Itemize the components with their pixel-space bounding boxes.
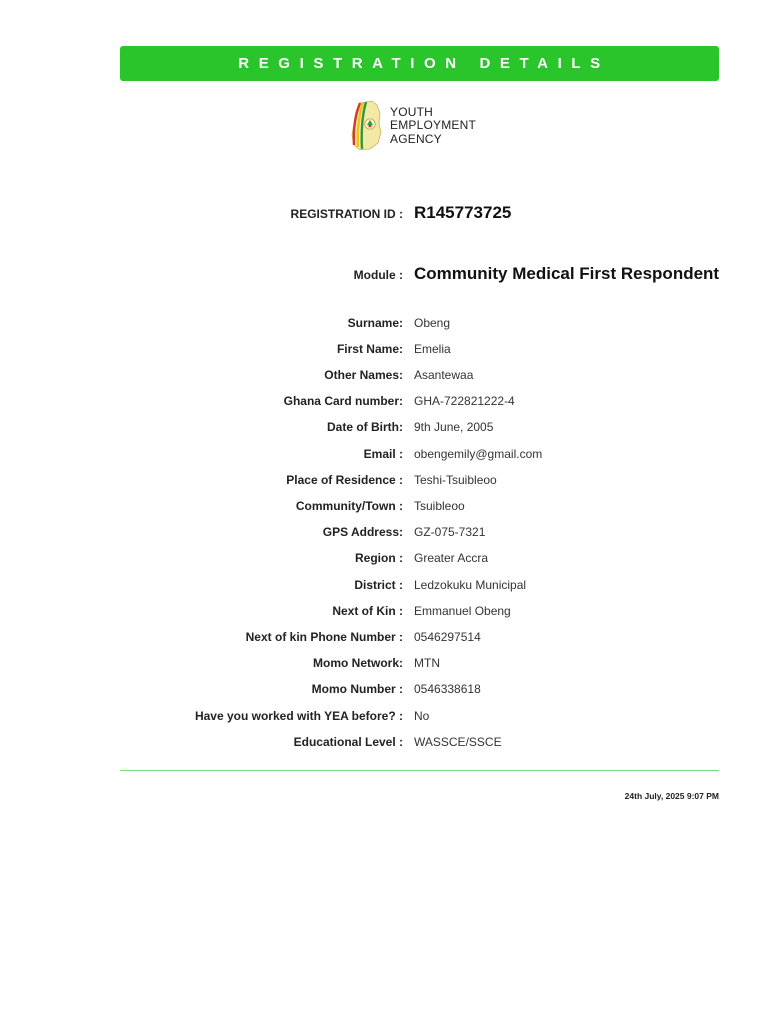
field-label: Next of kin Phone Number : (245, 630, 403, 644)
page-title: REGISTRATION DETAILS (238, 55, 610, 72)
field-row-worked-with-yea (0, 709, 768, 723)
field-row-other-names (0, 368, 768, 382)
agency-name-line-1: YOUTH (390, 104, 433, 119)
field-row-region (0, 551, 768, 565)
field-row-date-of-birth (0, 420, 768, 434)
field-label: Next of Kin : (332, 604, 403, 618)
agency-name-line-3: AGENCY (390, 131, 442, 146)
footer-divider (120, 770, 719, 771)
yea-logo (350, 99, 476, 153)
module-value: Community Medical First Respondent (414, 264, 720, 283)
field-row-next-of-kin-phone (0, 630, 768, 644)
field-value: 0546297514 (414, 630, 481, 644)
field-label: Momo Network: (313, 656, 403, 670)
registration-id-label: REGISTRATION ID : (290, 207, 403, 221)
field-value: Teshi-Tsuibleoo (414, 473, 497, 487)
header-banner (120, 46, 719, 81)
field-value: GHA-722821222-4 (414, 394, 515, 408)
field-value: MTN (414, 656, 440, 670)
field-label: Email : (363, 447, 403, 461)
field-value: Emmanuel Obeng (414, 604, 511, 618)
field-row-district (0, 578, 768, 592)
field-label: Other Names: (324, 368, 403, 382)
registration-id-row (0, 203, 768, 223)
field-label: Ghana Card number: (283, 394, 403, 408)
agency-name (390, 106, 476, 147)
field-value: No (414, 709, 430, 723)
field-row-first-name (0, 342, 768, 356)
field-value: 9th June, 2005 (414, 420, 494, 434)
field-value: Asantewaa (414, 368, 474, 382)
module-label: Module : (353, 268, 403, 282)
module-row (0, 264, 768, 284)
field-label: Place of Residence : (286, 473, 403, 487)
field-row-gps-address (0, 525, 768, 539)
field-label: Community/Town : (295, 499, 403, 513)
field-label: Surname: (347, 316, 403, 330)
field-row-momo-network (0, 656, 768, 670)
registration-id-value: R145773725 (414, 203, 512, 222)
field-value: Tsuibleoo (414, 499, 465, 513)
field-value: Ledzokuku Municipal (414, 578, 527, 592)
field-row-community (0, 499, 768, 513)
field-label: Have you worked with YEA before? : (194, 709, 403, 723)
field-value: WASSCE/SSCE (414, 735, 502, 749)
print-timestamp: 24th July, 2025 9:07 PM (624, 791, 719, 801)
ghana-map-logo-icon (350, 99, 386, 153)
field-row-momo-number (0, 682, 768, 696)
field-label: Momo Number : (311, 682, 403, 696)
field-row-educational-level (0, 735, 768, 749)
field-label: GPS Address: (322, 525, 403, 539)
field-value: GZ-075-7321 (414, 525, 486, 539)
field-value: Emelia (414, 342, 451, 356)
field-label: Educational Level : (293, 735, 403, 749)
field-row-next-of-kin (0, 604, 768, 618)
field-label: Date of Birth: (327, 420, 403, 434)
field-row-place-of-residence (0, 473, 768, 487)
field-label: First Name: (336, 342, 403, 356)
field-row-email (0, 447, 768, 461)
field-value: obengemily@gmail.com (414, 447, 543, 461)
field-label: District : (354, 578, 403, 592)
field-value: 0546338618 (414, 682, 481, 696)
agency-name-line-2: EMPLOYMENT (390, 118, 477, 133)
field-row-ghana-card (0, 394, 768, 408)
field-value: Greater Accra (414, 551, 489, 565)
field-value: Obeng (414, 316, 451, 330)
field-label: Region : (355, 551, 403, 565)
field-row-surname (0, 316, 768, 330)
